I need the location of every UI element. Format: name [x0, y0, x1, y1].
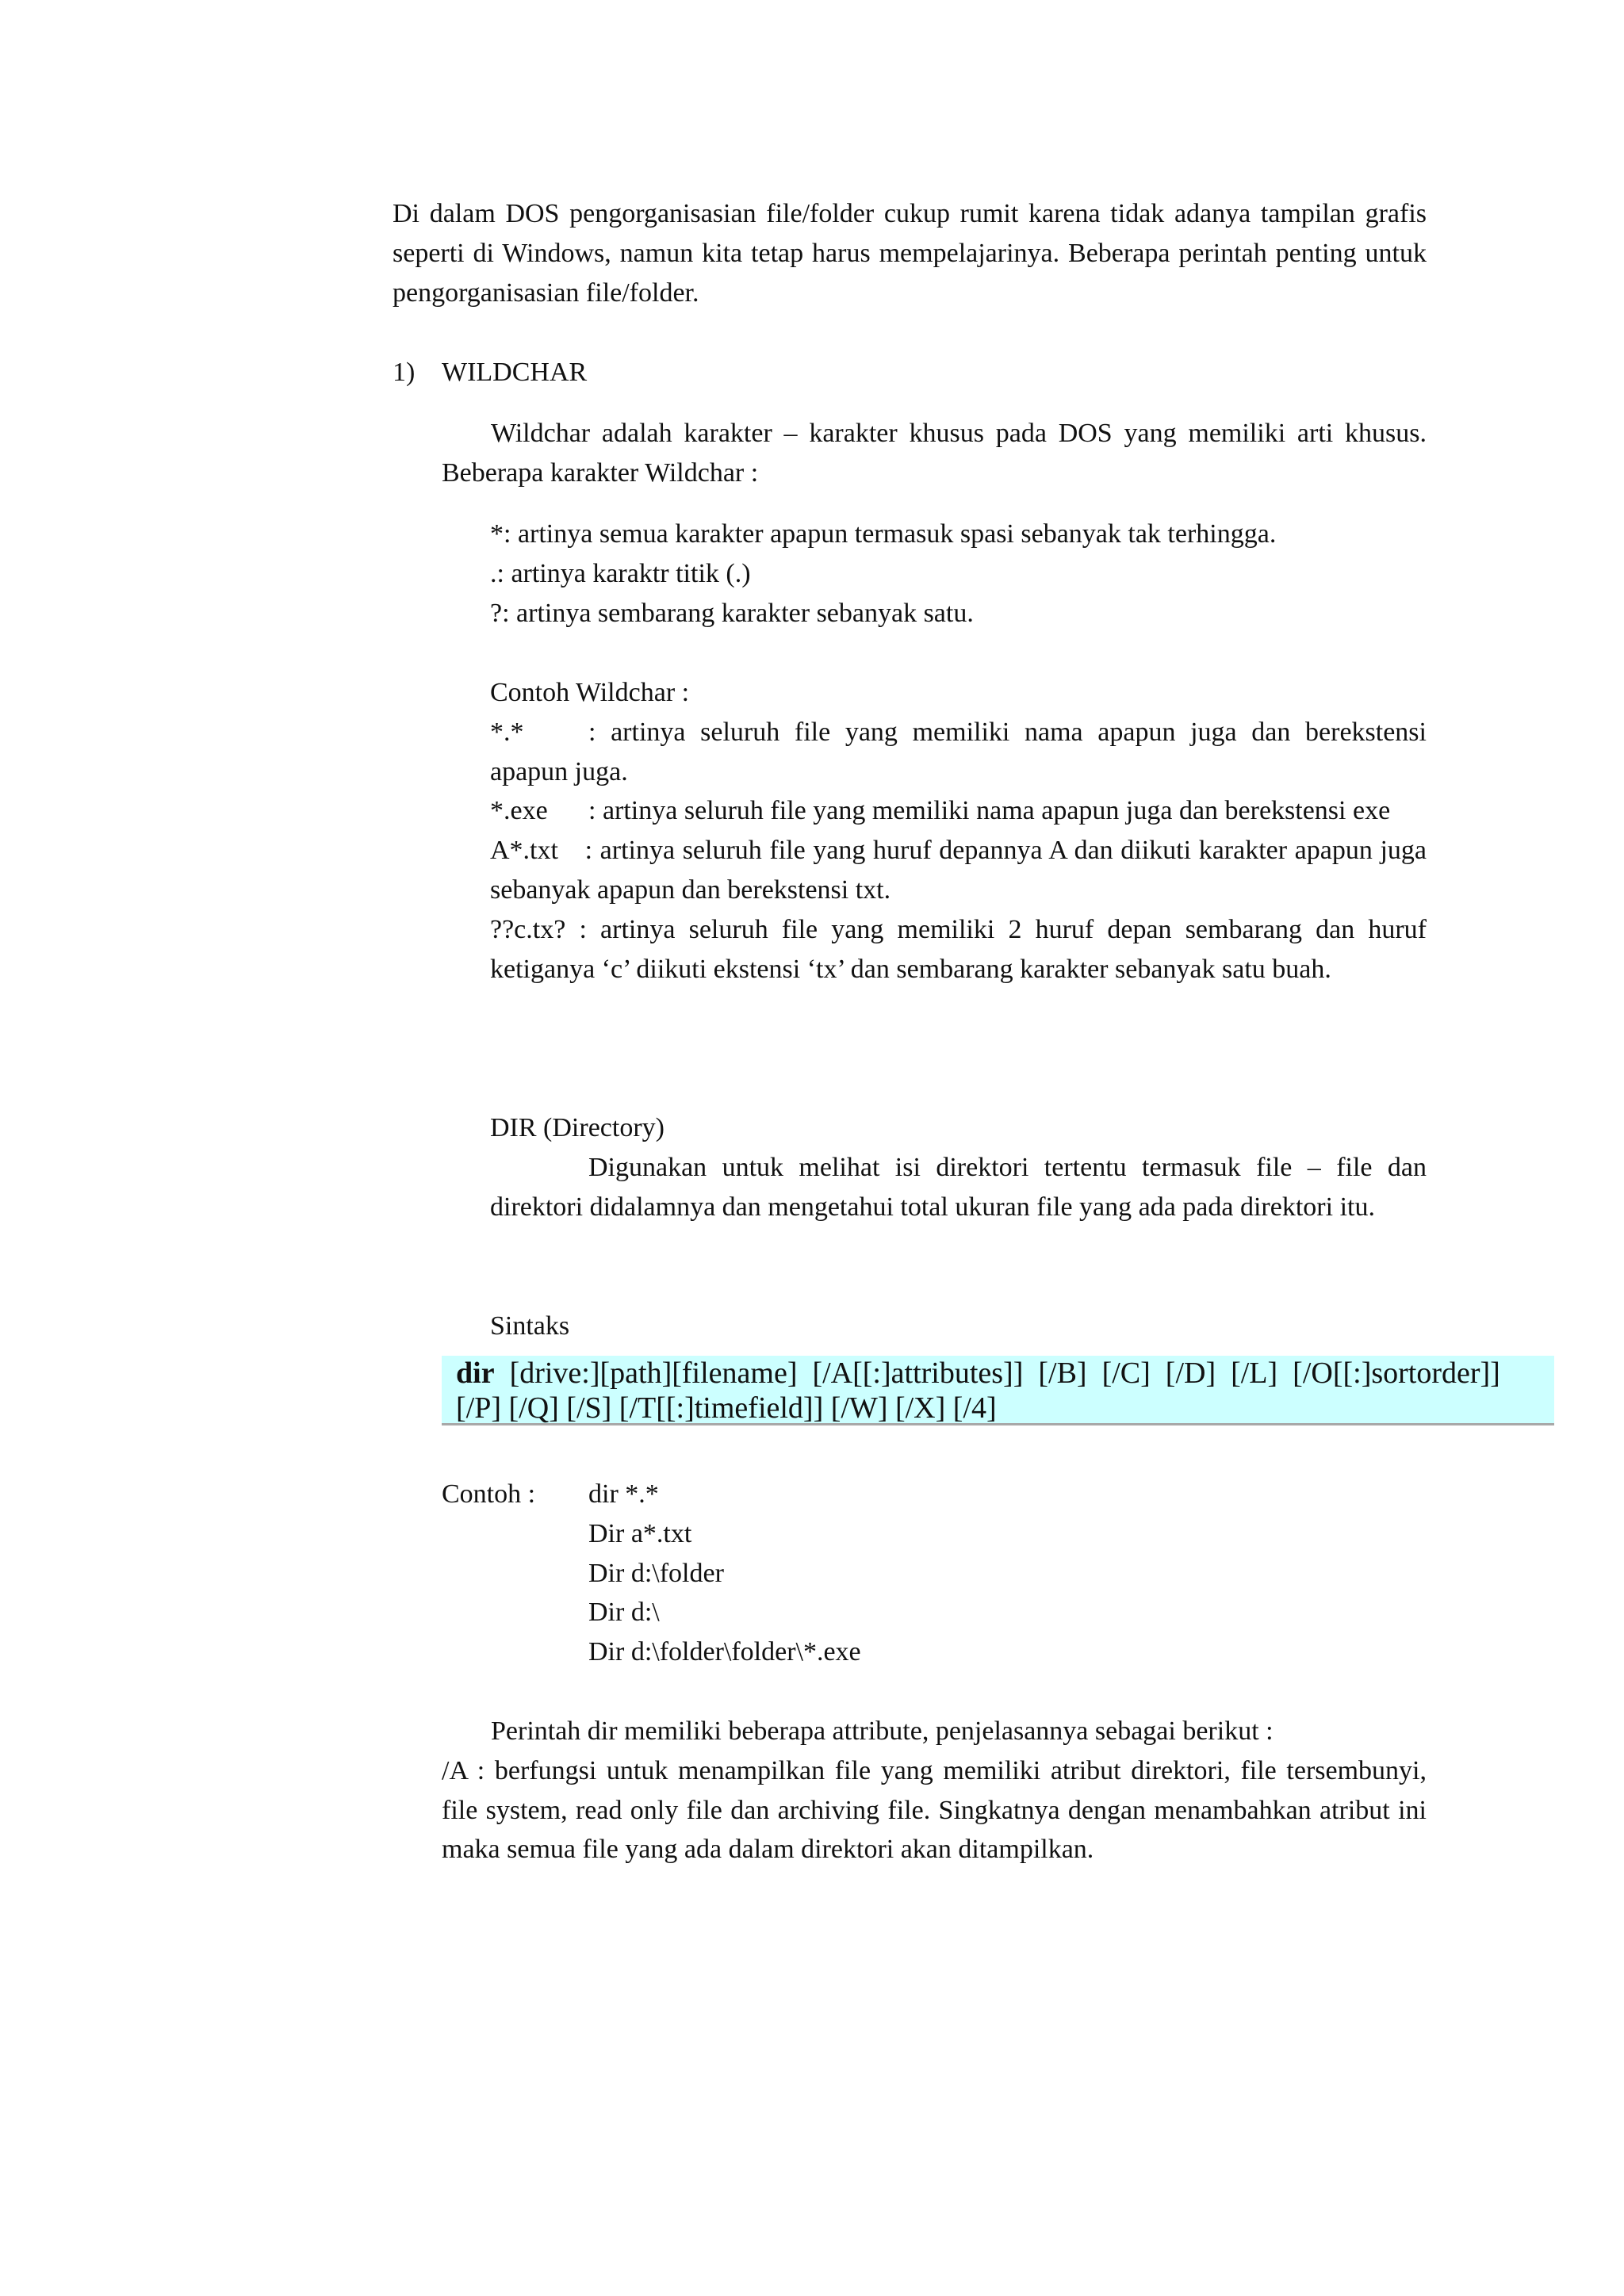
dir-example: Dir d:\folder	[588, 1558, 724, 1588]
syntax-params: [drive:][path][filename] [/A[[:]attributes]] [/B] [/C] [/D] [/L] [/O[[:]sortorder]]	[509, 1357, 1500, 1390]
attributes-section	[442, 1712, 1427, 1869]
dir-examples	[442, 1475, 861, 1672]
example-item	[490, 910, 1427, 989]
dir-example: dir *.*	[588, 1479, 659, 1509]
dir-example-label: Contoh :	[442, 1479, 536, 1509]
dir-section	[490, 1108, 1427, 1226]
attributes-intro: Perintah dir memiliki beberapa attribute, penjelasannya sebagai berikut :	[491, 1716, 1274, 1746]
example-text: : artinya seluruh file yang huruf depannya A dan diikuti karakter apapun juga sebanyak apapun dan berekstensi txt.	[490, 836, 1427, 905]
intro-paragraph: Di dalam DOS pengorganisasian file/folder cukup rumit karena tidak adanya tampilan grafis seperti di Windows, namun kita tetap harus mempelajarinya. Beberapa perintah penting untuk pengorganisasian file/folder.	[393, 199, 1427, 308]
example-pattern: *.*	[490, 717, 524, 747]
dir-example: Dir d:\	[588, 1598, 660, 1628]
example-item	[490, 713, 1427, 792]
examples-title: Contoh Wildchar :	[490, 678, 690, 707]
wildchar-description: Wildchar adalah karakter – karakter khusus pada DOS yang memiliki arti khusus. Beberapa karakter Wildchar :	[442, 419, 1427, 488]
dir-description: Digunakan untuk melihat isi direktori tertentu termasuk file – file dan direktori didalamnya dan mengetahui total ukuran file yang ada pada direktori itu.	[490, 1152, 1427, 1222]
wildchar-item: *: artinya semua karakter apapun termasuk spasi sebanyak tak terhingga.	[490, 519, 1277, 549]
example-pattern: ??c.tx?	[490, 914, 566, 944]
section-heading	[393, 353, 587, 392]
syntax-box	[442, 1356, 1554, 1425]
example-pattern: *.exe	[490, 796, 548, 826]
attribute-a: /A : berfungsi untuk menampilkan file yang memiliki atribut direktori, file tersembunyi, file system, read only file dan archiving file. Singkatnya dengan menambahkan atribut ini maka semua file yang ada dalam direktori akan ditampilkan.	[442, 1755, 1427, 1865]
dir-example: Dir d:\folder\folder\*.exe	[588, 1637, 861, 1667]
wildchar-item: ?: artinya sembarang karakter sebanyak satu.	[490, 598, 974, 628]
section-number: 1)	[393, 358, 416, 387]
example-item	[490, 791, 1427, 831]
example-text: : artinya seluruh file yang memiliki nama apapun juga dan berekstensi apapun juga.	[490, 717, 1427, 786]
syntax-line-1	[456, 1356, 1554, 1391]
syntax-command: dir	[456, 1357, 495, 1390]
example-text: : artinya seluruh file yang memiliki nama apapun juga dan berekstensi exe	[588, 796, 1391, 826]
wildchar-examples	[490, 673, 1427, 989]
example-text: : artinya seluruh file yang memiliki 2 huruf depan sembarang dan huruf ketiganya ‘c’ diikuti ekstensi ‘tx’ dan sembarang karakter sebanyak satu buah.	[490, 914, 1427, 984]
wildchar-list	[490, 515, 1427, 633]
wildchar-item: .: artinya karaktr titik (.)	[490, 558, 751, 588]
example-pattern: A*.txt	[490, 836, 558, 866]
syntax-line-2: [/P] [/Q] [/S] [/T[[:]timefield]] [/W] [/X] [/4]	[456, 1391, 997, 1425]
syntax-label: Sintaks	[490, 1311, 570, 1341]
section-title: WILDCHAR	[442, 358, 588, 387]
dir-example: Dir a*.txt	[588, 1518, 692, 1548]
example-item	[490, 831, 1427, 910]
dir-title: DIR (Directory)	[490, 1113, 665, 1142]
dir-example-list	[588, 1475, 861, 1672]
